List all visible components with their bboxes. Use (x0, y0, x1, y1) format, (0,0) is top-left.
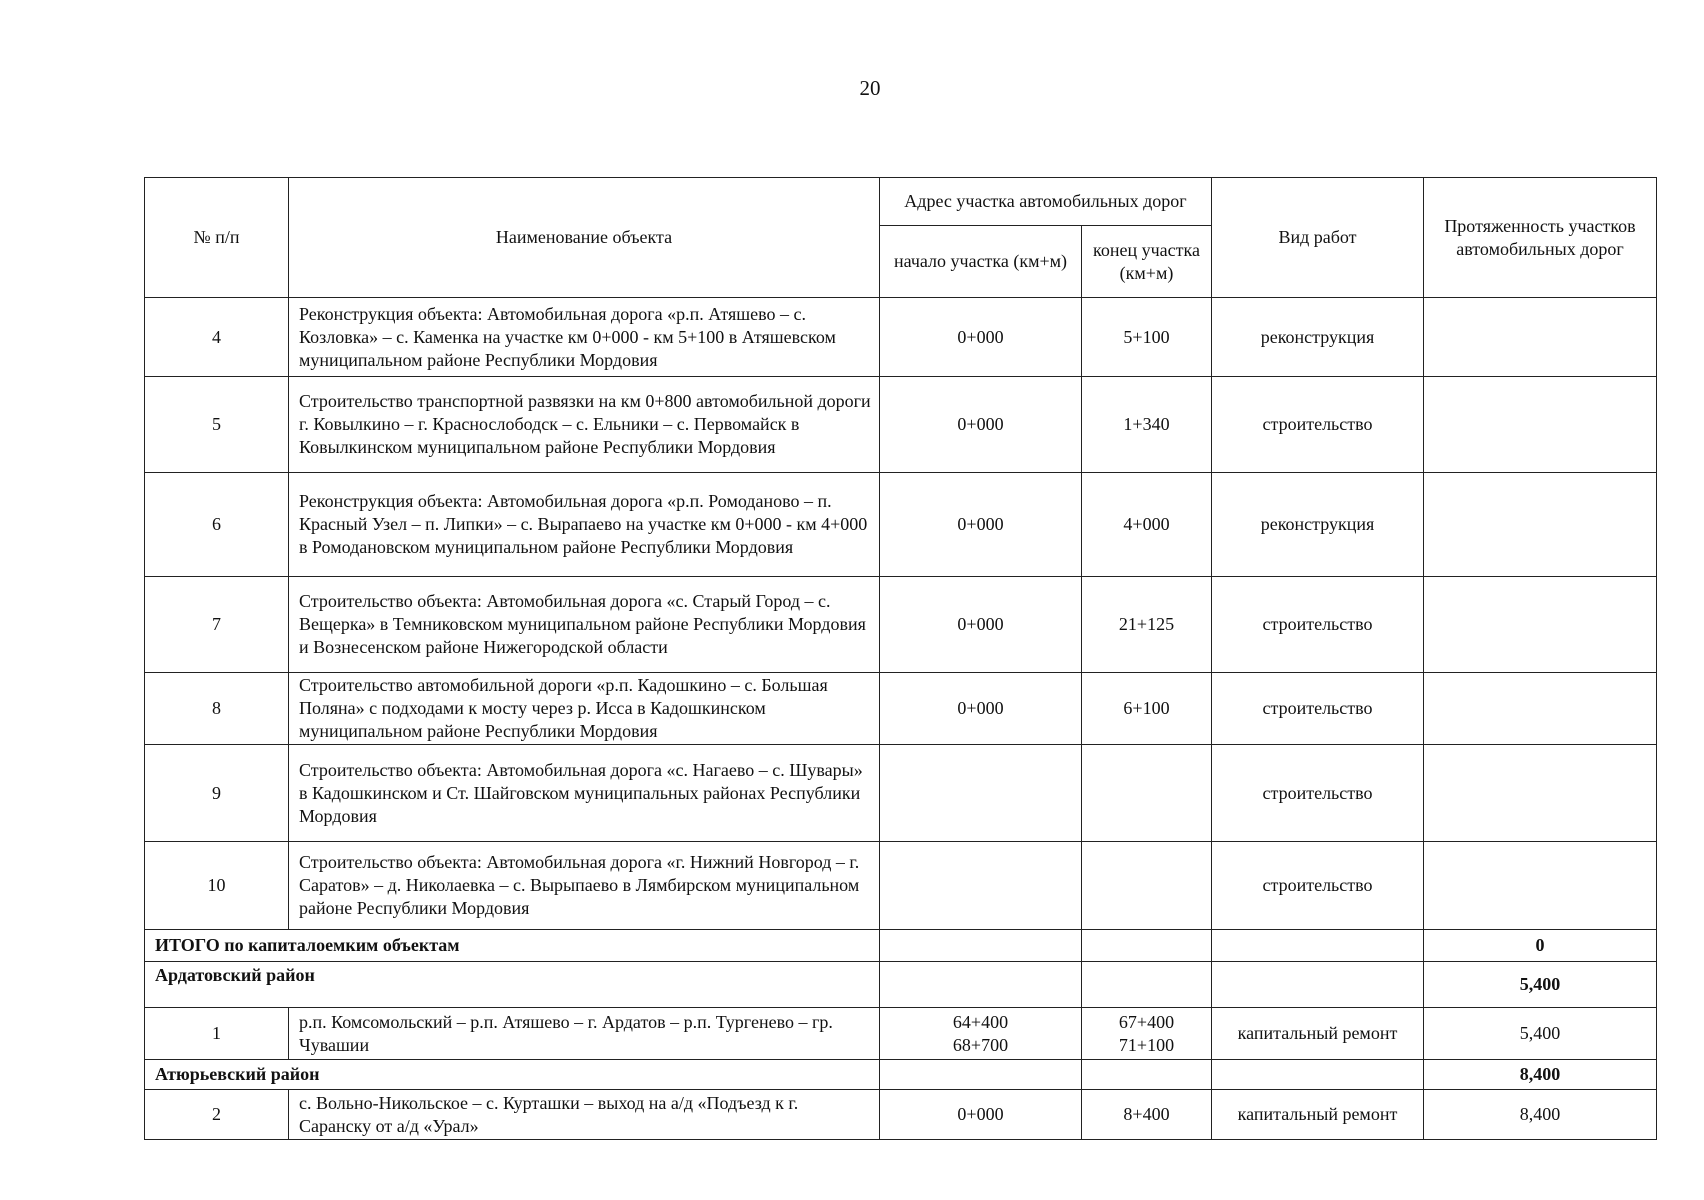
table-row (145, 745, 1657, 842)
row-name: с. Вольно-Никольское – с. Курташки – выход на а/д «Подъезд к г. Саранску от а/д «Урал» (289, 1090, 880, 1140)
row-work: строительство (1212, 377, 1424, 473)
table-row (145, 577, 1657, 673)
row-num: 1 (145, 1008, 289, 1060)
table-row (145, 1008, 1657, 1060)
table-row (145, 377, 1657, 473)
row-name: р.п. Комсомольский – р.п. Атяшево – г. Ардатов – р.п. Тургенево – гр. Чувашии (289, 1008, 880, 1060)
row-num: 5 (145, 377, 289, 473)
row-length: 5,400 (1424, 1008, 1657, 1060)
row-work: реконструкция (1212, 298, 1424, 377)
row-end: 21+125 (1082, 577, 1212, 673)
row-num: 2 (145, 1090, 289, 1140)
row-start: 0+000 (880, 298, 1082, 377)
header-length: Протяженность участков автомобильных дорог (1424, 178, 1657, 298)
row-work: строительство (1212, 577, 1424, 673)
table-row (145, 473, 1657, 577)
table-row (145, 673, 1657, 745)
row-start (880, 745, 1082, 842)
section-length: 8,400 (1424, 1060, 1657, 1090)
row-work: строительство (1212, 842, 1424, 930)
row-end: 5+100 (1082, 298, 1212, 377)
row-end: 67+400 71+100 (1082, 1008, 1212, 1060)
total-start (880, 930, 1082, 962)
section-start (880, 962, 1082, 1008)
row-end: 1+340 (1082, 377, 1212, 473)
total-end (1082, 930, 1212, 962)
row-start: 0+000 (880, 377, 1082, 473)
table-row (145, 1090, 1657, 1140)
row-length (1424, 298, 1657, 377)
table-row (145, 842, 1657, 930)
section-start (880, 1060, 1082, 1090)
row-num: 10 (145, 842, 289, 930)
row-start: 0+000 (880, 1090, 1082, 1140)
row-start: 64+400 68+700 (880, 1008, 1082, 1060)
total-length: 0 (1424, 930, 1657, 962)
header-start: начало участка (км+м) (880, 226, 1082, 298)
header-num: № п/п (145, 178, 289, 298)
row-end (1082, 745, 1212, 842)
row-end: 8+400 (1082, 1090, 1212, 1140)
row-length (1424, 745, 1657, 842)
row-name: Строительство автомобильной дороги «р.п. Кадошкино – с. Большая Поляна» с подходами к мосту через р. Исса в Кадошкинском муниципальном районе Республики Мордовия (289, 673, 880, 745)
total-label: ИТОГО по капиталоемким объектам (145, 930, 880, 962)
roads-table (144, 177, 1657, 1140)
header-address: Адрес участка автомобильных дорог (880, 178, 1212, 226)
header-row (145, 178, 1657, 226)
row-work: строительство (1212, 745, 1424, 842)
row-num: 7 (145, 577, 289, 673)
row-name: Реконструкция объекта: Автомобильная дорога «р.п. Ромоданово – п. Красный Узел – п. Липки» – с. Вырапаево на участке км 0+000 - км 4+000 в Ромодановском муниципальном районе Республики Мордовия (289, 473, 880, 577)
page-number: 20 (859, 76, 881, 100)
row-length (1424, 377, 1657, 473)
header-work: Вид работ (1212, 178, 1424, 298)
section-row (145, 962, 1657, 1008)
row-name: Строительство объекта: Автомобильная дорога «с. Старый Город – с. Вещерка» в Темниковском муниципальном районе Республики Мордовия и Вознесенском районе Нижегородской области (289, 577, 880, 673)
row-num: 8 (145, 673, 289, 745)
row-num: 6 (145, 473, 289, 577)
table-row (145, 298, 1657, 377)
total-work (1212, 930, 1424, 962)
section-label: Атюрьевский район (145, 1060, 880, 1090)
row-start: 0+000 (880, 473, 1082, 577)
row-work: реконструкция (1212, 473, 1424, 577)
section-work (1212, 1060, 1424, 1090)
header-name: Наименование объекта (289, 178, 880, 298)
row-length (1424, 842, 1657, 930)
row-end: 4+000 (1082, 473, 1212, 577)
row-work: строительство (1212, 673, 1424, 745)
row-start (880, 842, 1082, 930)
row-length: 8,400 (1424, 1090, 1657, 1140)
row-num: 9 (145, 745, 289, 842)
row-work: капитальный ремонт (1212, 1008, 1424, 1060)
section-end (1082, 962, 1212, 1008)
row-name: Строительство объекта: Автомобильная дорога «с. Нагаево – с. Шувары» в Кадошкинском и Ст. Шайговском муниципальных районах Республики Мордовия (289, 745, 880, 842)
row-end (1082, 842, 1212, 930)
section-label: Ардатовский район (145, 962, 880, 1008)
section-work (1212, 962, 1424, 1008)
row-length (1424, 473, 1657, 577)
row-end: 6+100 (1082, 673, 1212, 745)
row-length (1424, 673, 1657, 745)
row-name: Строительство объекта: Автомобильная дорога «г. Нижний Новгород – г. Саратов» – д. Николаевка – с. Вырыпаево в Лямбирском муниципальном районе Республики Мордовия (289, 842, 880, 930)
row-length (1424, 577, 1657, 673)
row-work: капитальный ремонт (1212, 1090, 1424, 1140)
section-end (1082, 1060, 1212, 1090)
section-row (145, 1060, 1657, 1090)
row-name: Реконструкция объекта: Автомобильная дорога «р.п. Атяшево – с. Козловка» – с. Каменка на участке км 0+000 - км 5+100 в Атяшевском муниципальном районе Республики Мордовия (289, 298, 880, 377)
header-end: конец участка (км+м) (1082, 226, 1212, 298)
section-length: 5,400 (1424, 962, 1657, 1008)
total-row (145, 930, 1657, 962)
row-num: 4 (145, 298, 289, 377)
row-start: 0+000 (880, 673, 1082, 745)
row-start: 0+000 (880, 577, 1082, 673)
row-name: Строительство транспортной развязки на км 0+800 автомобильной дороги г. Ковылкино – г. Краснослободск – с. Ельники – с. Первомайск в Ковылкинском муниципальном районе Республики Мордовия (289, 377, 880, 473)
